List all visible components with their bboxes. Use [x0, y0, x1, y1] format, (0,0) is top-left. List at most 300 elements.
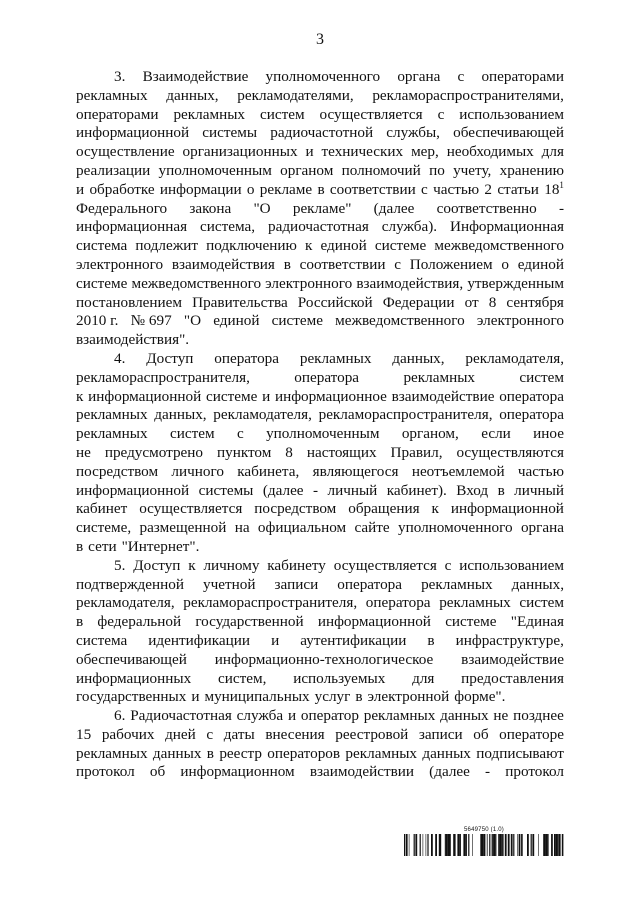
barcode-bar — [465, 834, 466, 856]
word: рекламных — [76, 425, 148, 443]
word: являющегося — [312, 462, 399, 480]
word: посредством — [76, 462, 159, 480]
text-line — [76, 519, 564, 538]
word: в — [427, 631, 435, 649]
barcode-bar — [453, 834, 455, 856]
word: информационная — [76, 218, 188, 236]
word: межведомственного — [434, 237, 564, 255]
text-line — [76, 181, 564, 200]
word: - — [313, 481, 319, 499]
barcode-bar — [538, 834, 539, 856]
word: систем — [519, 368, 564, 386]
text-line — [76, 538, 564, 557]
word: внесения — [265, 725, 325, 743]
word: протокол — [76, 763, 135, 781]
word: оператора — [214, 349, 280, 367]
word: уполномоченным — [158, 161, 272, 179]
word: органом, — [401, 425, 459, 443]
barcode-bar — [499, 834, 501, 856]
word: системе — [76, 274, 128, 292]
word: систем, — [218, 669, 267, 687]
word: данных, — [154, 406, 207, 424]
text-line — [76, 670, 564, 689]
word: обработке — [89, 180, 155, 198]
word: Федерального — [76, 199, 168, 217]
text-line — [76, 294, 564, 313]
word: данных — [440, 707, 489, 725]
word: инфраструктуре, — [455, 631, 564, 649]
word: осуществляется — [333, 556, 437, 574]
barcode-bar — [547, 834, 548, 856]
word: рекламных — [421, 575, 493, 593]
word: - — [558, 199, 564, 217]
barcode-bar — [498, 834, 499, 856]
barcode-bar — [466, 834, 467, 856]
word: системы — [198, 481, 254, 499]
word: радиочастотной — [270, 124, 374, 142]
word: осуществляется — [319, 105, 423, 123]
word: необходимых — [446, 143, 534, 161]
word: предоставления — [461, 669, 564, 687]
word: оператора — [337, 575, 403, 593]
word: о — [246, 180, 255, 198]
barcode-bar — [522, 834, 523, 856]
word: системе — [271, 312, 323, 330]
word: с — [394, 255, 401, 273]
barcode-bar — [562, 834, 563, 856]
word: частью — [517, 462, 564, 480]
text-line — [76, 406, 564, 425]
word: если — [481, 425, 511, 443]
word: идентификации — [148, 631, 251, 649]
word: настоящих — [306, 443, 377, 461]
barcode-bar — [468, 834, 469, 856]
word: взаимодействия". — [76, 331, 190, 349]
text-line — [76, 369, 564, 388]
word: аутентификации — [300, 631, 407, 649]
word: органа — [397, 68, 441, 85]
word: электронного — [76, 255, 164, 273]
barcode-bar — [495, 834, 496, 856]
barcode-bar — [558, 834, 559, 856]
barcode-bar — [522, 834, 523, 856]
word: к — [431, 500, 439, 518]
word: протокол — [505, 763, 564, 781]
barcode-bar — [445, 834, 446, 856]
word: с — [457, 68, 465, 85]
word: 6. — [114, 707, 126, 725]
barcode-block — [404, 826, 564, 856]
text-line — [76, 200, 564, 219]
word: (далее — [373, 199, 415, 217]
word: Вход — [456, 481, 489, 499]
word: частью — [433, 180, 480, 198]
barcode-bar — [420, 834, 421, 856]
barcode-bar — [435, 834, 437, 856]
word: межведомственного — [335, 312, 465, 330]
word: информации — [159, 180, 242, 198]
word: и — [262, 387, 271, 405]
word: уполномоченного — [265, 68, 381, 85]
word: для — [541, 143, 564, 161]
text-line — [76, 106, 564, 125]
word: электронной — [367, 688, 450, 706]
word: операторами — [481, 68, 564, 85]
word: служба — [236, 707, 284, 725]
word: служба). — [381, 218, 438, 236]
word: в — [76, 613, 84, 631]
word: систем — [519, 594, 564, 612]
barcode-bar — [527, 834, 529, 856]
word: личного — [171, 462, 224, 480]
word: системе — [374, 237, 427, 255]
word: кабинет). — [386, 481, 447, 499]
word: рекламных — [299, 349, 372, 367]
barcode-bar — [508, 834, 510, 856]
barcode-bar — [489, 834, 490, 856]
word: личному — [203, 556, 260, 574]
word: система, — [200, 218, 256, 236]
barcode-bar — [517, 834, 518, 856]
text-line — [76, 162, 564, 181]
word: Доступ — [133, 556, 181, 574]
barcode-bar — [426, 834, 427, 856]
word: оператор — [300, 707, 359, 725]
word: с — [421, 180, 428, 198]
word: в — [355, 688, 363, 706]
word: позднее — [513, 707, 564, 725]
word: об — [149, 763, 166, 781]
word: (далее — [429, 763, 470, 781]
text-line — [76, 707, 564, 726]
word: органом — [280, 161, 334, 179]
barcode-bar — [492, 834, 493, 856]
word: обращения — [348, 500, 420, 518]
word: к — [304, 237, 313, 255]
word: и — [305, 143, 314, 161]
word: рекламодателя, — [465, 349, 564, 367]
barcode-bar — [457, 834, 458, 856]
word: в — [497, 481, 505, 499]
word: рекламе — [259, 180, 313, 198]
word: 4. — [114, 349, 126, 367]
word: к — [76, 387, 84, 405]
word: рабочих — [101, 725, 155, 743]
word: используемых — [293, 669, 386, 687]
word: федеральной — [97, 613, 182, 631]
barcode-bar — [427, 834, 428, 856]
word: "О — [183, 312, 202, 330]
word: система — [76, 631, 128, 649]
word: записи — [274, 575, 319, 593]
barcode-bar — [533, 834, 534, 856]
word: рекламе" — [292, 199, 352, 217]
word: взаимодействие — [391, 387, 495, 405]
word: в — [317, 180, 325, 198]
barcode-bar — [480, 834, 481, 856]
barcode-bar — [428, 834, 429, 856]
word: подлежит — [135, 237, 198, 255]
word: рекламораспространителя, — [183, 594, 358, 612]
word: мер, — [411, 143, 439, 161]
word: от — [464, 293, 479, 311]
word: закона — [189, 199, 232, 217]
text-line — [76, 312, 564, 331]
word: 18$^1$ — [544, 179, 564, 198]
word: (далее — [262, 481, 304, 499]
barcode-bar — [423, 834, 424, 856]
text-line — [76, 218, 564, 237]
word: 15 — [76, 725, 92, 743]
barcode-bar — [513, 834, 514, 856]
word: Федерации — [382, 293, 455, 311]
word: межведомственного — [131, 274, 262, 292]
word: данных, — [392, 349, 445, 367]
word: подписывают — [476, 744, 564, 762]
word: утвержденным — [467, 274, 564, 292]
page-number: 3 — [316, 31, 324, 48]
word: и — [191, 688, 200, 706]
word: государственной — [195, 613, 304, 631]
word: муниципальных — [204, 688, 310, 706]
word: "О — [253, 199, 271, 217]
word: Доступ — [146, 349, 194, 367]
text-line — [76, 613, 564, 632]
word: 2010 г. — [76, 312, 119, 330]
barcode-bar — [545, 834, 546, 856]
word: информационной — [317, 613, 431, 631]
word: хранению — [499, 161, 564, 179]
word: осуществляется — [139, 500, 243, 518]
word: обеспечивающей — [453, 124, 564, 142]
text-line — [76, 425, 564, 444]
word: данных — [152, 744, 202, 762]
text-line — [76, 726, 564, 745]
word: с — [236, 425, 244, 443]
document-body — [76, 68, 564, 782]
word: данных — [422, 744, 471, 762]
word: 8 — [285, 443, 293, 461]
word: подтвержденной — [76, 575, 185, 593]
barcode-bar — [554, 834, 556, 856]
word: осуществляются — [456, 443, 564, 461]
barcode-bar — [483, 834, 485, 856]
text-line — [76, 594, 564, 613]
word: Положением — [409, 255, 493, 273]
word: подключению — [206, 237, 297, 255]
word: "Единая — [510, 613, 564, 631]
barcode-bar — [505, 834, 507, 856]
word: 8 — [488, 293, 497, 311]
word: операторами — [76, 105, 159, 123]
word: использованием — [459, 556, 564, 574]
text-line — [76, 632, 564, 651]
word: и — [287, 707, 297, 725]
word: информационной — [450, 500, 564, 518]
barcode-bar — [521, 834, 522, 856]
word: информационном — [180, 763, 295, 781]
text-line — [76, 763, 564, 782]
barcode-bar — [407, 834, 408, 856]
word: систем — [169, 425, 215, 443]
word: посредством — [254, 500, 337, 518]
word: систем — [259, 105, 305, 123]
word: для — [412, 669, 435, 687]
word: организационных — [182, 143, 298, 161]
text-line — [76, 275, 564, 294]
word: информационной — [88, 387, 202, 405]
word: рекламных — [173, 105, 246, 123]
word: Радиочастотная — [130, 707, 232, 725]
text-line — [76, 124, 564, 143]
text-line — [76, 256, 564, 275]
barcode-bar — [552, 834, 553, 856]
word: постановлением — [76, 293, 183, 311]
word: информационно-технологическое — [214, 650, 434, 668]
word: система — [76, 237, 128, 255]
word: рекламораспространителя, — [318, 406, 493, 424]
barcode-bar — [556, 834, 558, 856]
barcode-bar — [472, 834, 473, 856]
text-line — [76, 87, 564, 106]
word: с — [206, 725, 214, 743]
word: 3. — [114, 68, 126, 85]
barcode-bar — [415, 834, 417, 856]
barcode-number: 5649750 (1.0) — [464, 827, 504, 833]
barcode-bar — [482, 834, 483, 856]
word: № 697 — [130, 312, 172, 330]
barcode-bar — [460, 834, 461, 856]
word: сайте — [354, 519, 390, 537]
text-line — [76, 557, 564, 576]
word: данных, — [511, 575, 564, 593]
text-line — [76, 444, 564, 463]
word: с — [437, 105, 445, 123]
text-line — [76, 745, 564, 764]
word: к — [188, 556, 196, 574]
word: рекламных — [76, 86, 148, 104]
text-line — [76, 688, 564, 707]
word: кабинету — [267, 556, 326, 574]
barcode-bar — [487, 834, 488, 856]
barcode-bar — [406, 834, 407, 856]
word: соответственно — [436, 199, 537, 217]
word: полномочий — [341, 161, 421, 179]
word: операторов — [267, 744, 341, 762]
barcode-bar — [459, 834, 460, 856]
barcode-bar — [440, 834, 441, 856]
word: о — [501, 255, 509, 273]
word: информационной — [76, 481, 190, 499]
word: даты — [223, 725, 255, 743]
barcode-bar — [463, 834, 465, 856]
word: использованием — [459, 105, 564, 123]
word: услуг — [314, 688, 351, 706]
word: не — [76, 443, 91, 461]
barcode-bar — [543, 834, 545, 856]
word: в — [283, 255, 291, 273]
word: соответствии — [299, 255, 386, 273]
word: взаимодействии — [309, 763, 415, 781]
word: единой — [320, 237, 367, 255]
barcode-bar — [455, 834, 456, 856]
word: единой — [213, 312, 260, 330]
word: рекламораспространителя, — [76, 368, 250, 386]
text-line — [76, 482, 564, 501]
footnote-superscript: 1 — [559, 179, 564, 190]
word: Взаимодействие — [142, 68, 249, 85]
text-line — [76, 651, 564, 670]
word: размещенной — [139, 519, 227, 537]
word: статьи — [497, 180, 539, 198]
word: взаимодействия — [171, 255, 275, 273]
text-line — [76, 500, 564, 519]
text-line — [76, 576, 564, 595]
word: не — [493, 707, 509, 725]
word: единой — [517, 255, 564, 273]
word: реализации — [76, 161, 151, 179]
word: учетной — [203, 575, 256, 593]
barcode-bar — [431, 834, 433, 856]
barcode-bar — [531, 834, 532, 856]
barcode-bar — [502, 834, 503, 856]
word: 5. — [114, 556, 126, 574]
barcode-bar — [519, 834, 521, 856]
word: электронного — [265, 274, 353, 292]
word: иное — [533, 425, 564, 443]
word: рекламных — [403, 368, 476, 386]
barcode-bar — [546, 834, 548, 856]
barcode-bar — [493, 834, 495, 856]
word: органа — [520, 519, 564, 537]
word: личный — [327, 481, 378, 499]
barcode-bar — [409, 834, 410, 856]
word: службы, — [386, 124, 440, 142]
word: информационное — [274, 387, 387, 405]
word: данных, — [166, 86, 219, 104]
word: кабинета, — [237, 462, 300, 480]
barcode-bar — [551, 834, 552, 856]
barcode-bar — [511, 834, 513, 856]
word: взаимодействия, — [356, 274, 464, 292]
word: "Интернет". — [121, 537, 200, 555]
word: обеспечивающей — [76, 650, 187, 668]
word: государственных — [76, 688, 187, 706]
word: рекламодателя, — [213, 406, 312, 424]
word: оператора — [499, 387, 564, 405]
barcode-bar — [481, 834, 482, 856]
word: уполномоченного — [397, 519, 513, 537]
barcode-bar — [414, 834, 415, 856]
word: по — [429, 161, 445, 179]
word: кабинет — [76, 500, 128, 518]
word: Информационная — [450, 218, 564, 236]
word: уполномоченным — [266, 425, 380, 443]
word: рекламных — [439, 594, 511, 612]
text-line — [76, 331, 564, 350]
barcode-bar — [486, 834, 487, 856]
word: электронного — [476, 312, 564, 330]
text-line — [76, 350, 564, 369]
text-line — [76, 463, 564, 482]
word: реестровой — [335, 725, 409, 743]
word: с — [444, 556, 452, 574]
word: соответствии — [329, 180, 416, 198]
word: официальном — [257, 519, 347, 537]
word: Правительства — [192, 293, 288, 311]
word: сети — [88, 537, 117, 555]
word: учету, — [453, 161, 492, 179]
